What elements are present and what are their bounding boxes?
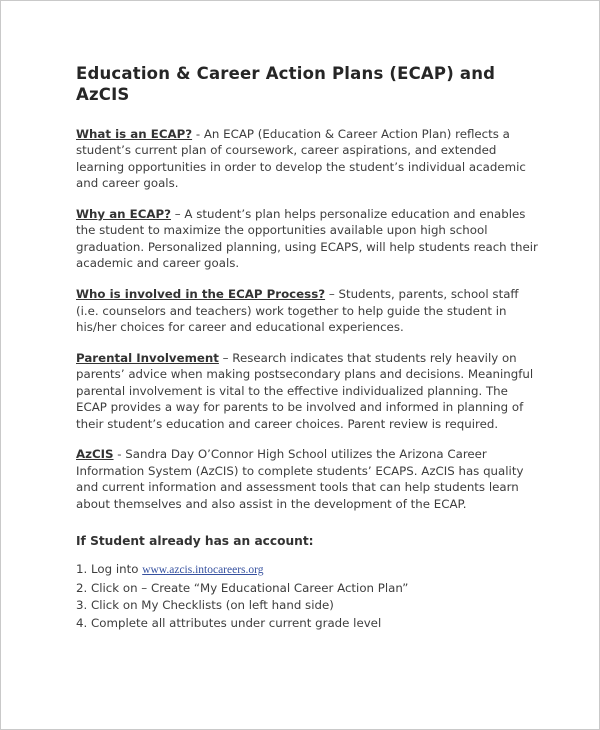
page-title: Education & Career Action Plans (ECAP) and AzCIS bbox=[76, 64, 496, 105]
section-body: - An ECAP (Education & Career Action Plan) reflects a student’s current plan of coursework, career aspirations, and extended learning opportunities in order to develop the student’s individual academic and career goals. bbox=[76, 126, 526, 191]
section-body: – Students, parents, school staff (i.e. counselors and teachers) work together to help guide the student in his/her choices for career and educational experiences. bbox=[76, 287, 519, 335]
section-why-ecap bbox=[76, 206, 538, 272]
section-heading: What is an ECAP? bbox=[76, 126, 193, 141]
step-text: 1. Log into bbox=[76, 562, 143, 577]
azcis-link[interactable]: www.azcis.intocareers.org bbox=[142, 564, 264, 577]
account-heading: If Student already has an account: bbox=[76, 534, 314, 549]
list-item: 4. Complete all attributes under current grade level bbox=[76, 616, 382, 631]
section-body: – Research indicates that students rely heavily on parents’ advice when making postsecondary plans and decisions. Meaningful parental involvement is vital to the effective individualized planning. The ECAP provides a way for parents to be involved and informed in planning of their student’s education and career choices. Parent review is required. bbox=[76, 350, 534, 431]
document-content bbox=[76, 63, 538, 633]
section-heading: Parental Involvement bbox=[76, 350, 219, 365]
section-what-is-ecap bbox=[76, 126, 538, 192]
section-heading: Who is involved in the ECAP Process? bbox=[76, 287, 326, 301]
list-item bbox=[76, 561, 538, 578]
section-parental-involvement bbox=[76, 350, 538, 433]
section-body: – A student’s plan helps personalize education and enables the student to maximize the opportunities available upon high school graduation. Personalized planning, using ECAPS, will help students reach their academic and career goals. bbox=[76, 206, 538, 271]
section-heading: AzCIS bbox=[76, 447, 114, 462]
section-body: - Sandra Day O’Connor High School utilizes the Arizona Career Information System (AzCIS) to complete students’ ECAPS. AzCIS has quality and current information and assessment tools that can help students learn about themselves and also assist in the development of the ECAP. bbox=[76, 447, 524, 511]
list-item: 2. Click on – Create “My Educational Career Action Plan” bbox=[76, 580, 409, 595]
section-azcis bbox=[76, 446, 538, 512]
section-heading: Why an ECAP? bbox=[76, 206, 172, 221]
section-who-is-involved bbox=[76, 286, 538, 336]
instruction-list bbox=[76, 561, 538, 632]
list-item: 3. Click on My Checklists (on left hand side) bbox=[76, 598, 334, 613]
